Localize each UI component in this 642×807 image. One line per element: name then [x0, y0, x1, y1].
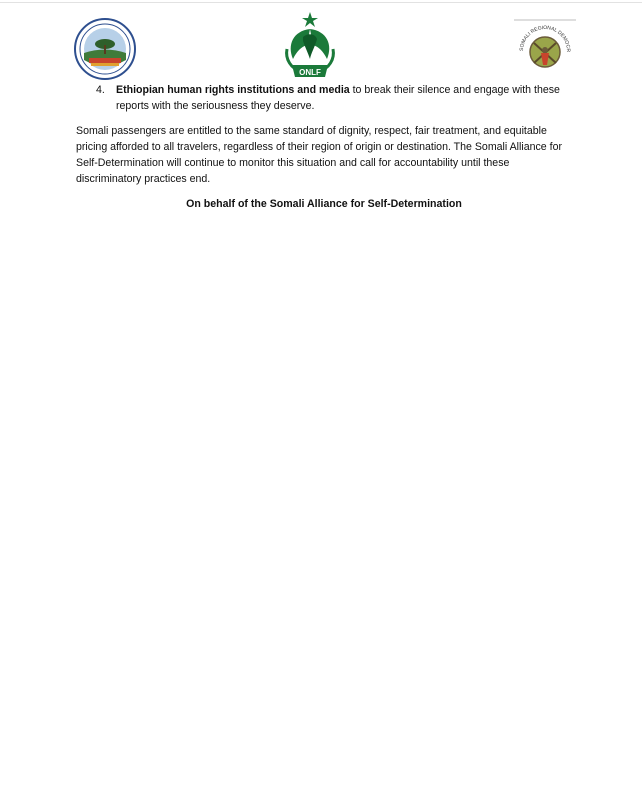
- page-top-border: [0, 2, 642, 3]
- list-item-body-text: to break their silence and engage with these reports with the seriousness they deserve.: [116, 84, 560, 112]
- list-item: [96, 82, 572, 114]
- regional-seal-icon: [74, 18, 136, 80]
- alliance-seal-text: SOMALI REGIONAL DEMOCR: [518, 24, 572, 53]
- signature-line: On behalf of the Somali Alliance for Self-Determination: [186, 198, 462, 210]
- list-item-bold-text: Ethiopian human rights institutions and media: [116, 84, 350, 96]
- onlf-logo-text: ONLF: [299, 68, 321, 77]
- document-body: [76, 82, 572, 212]
- list-item-number: 4.: [96, 84, 105, 96]
- onlf-emblem-icon: [281, 11, 339, 81]
- body-paragraph: Somali passengers are entitled to the same standard of dignity, respect, fair treatment, and equitable pricing afforded to all travelers, regardless of their region of origin or destination. The Somali Alliance for Self-Determination will continue to monitor this situation and call for accountability until these discriminatory practices end.: [76, 125, 563, 185]
- list-item-text: [116, 82, 572, 114]
- sra-seal-icon: [514, 19, 576, 79]
